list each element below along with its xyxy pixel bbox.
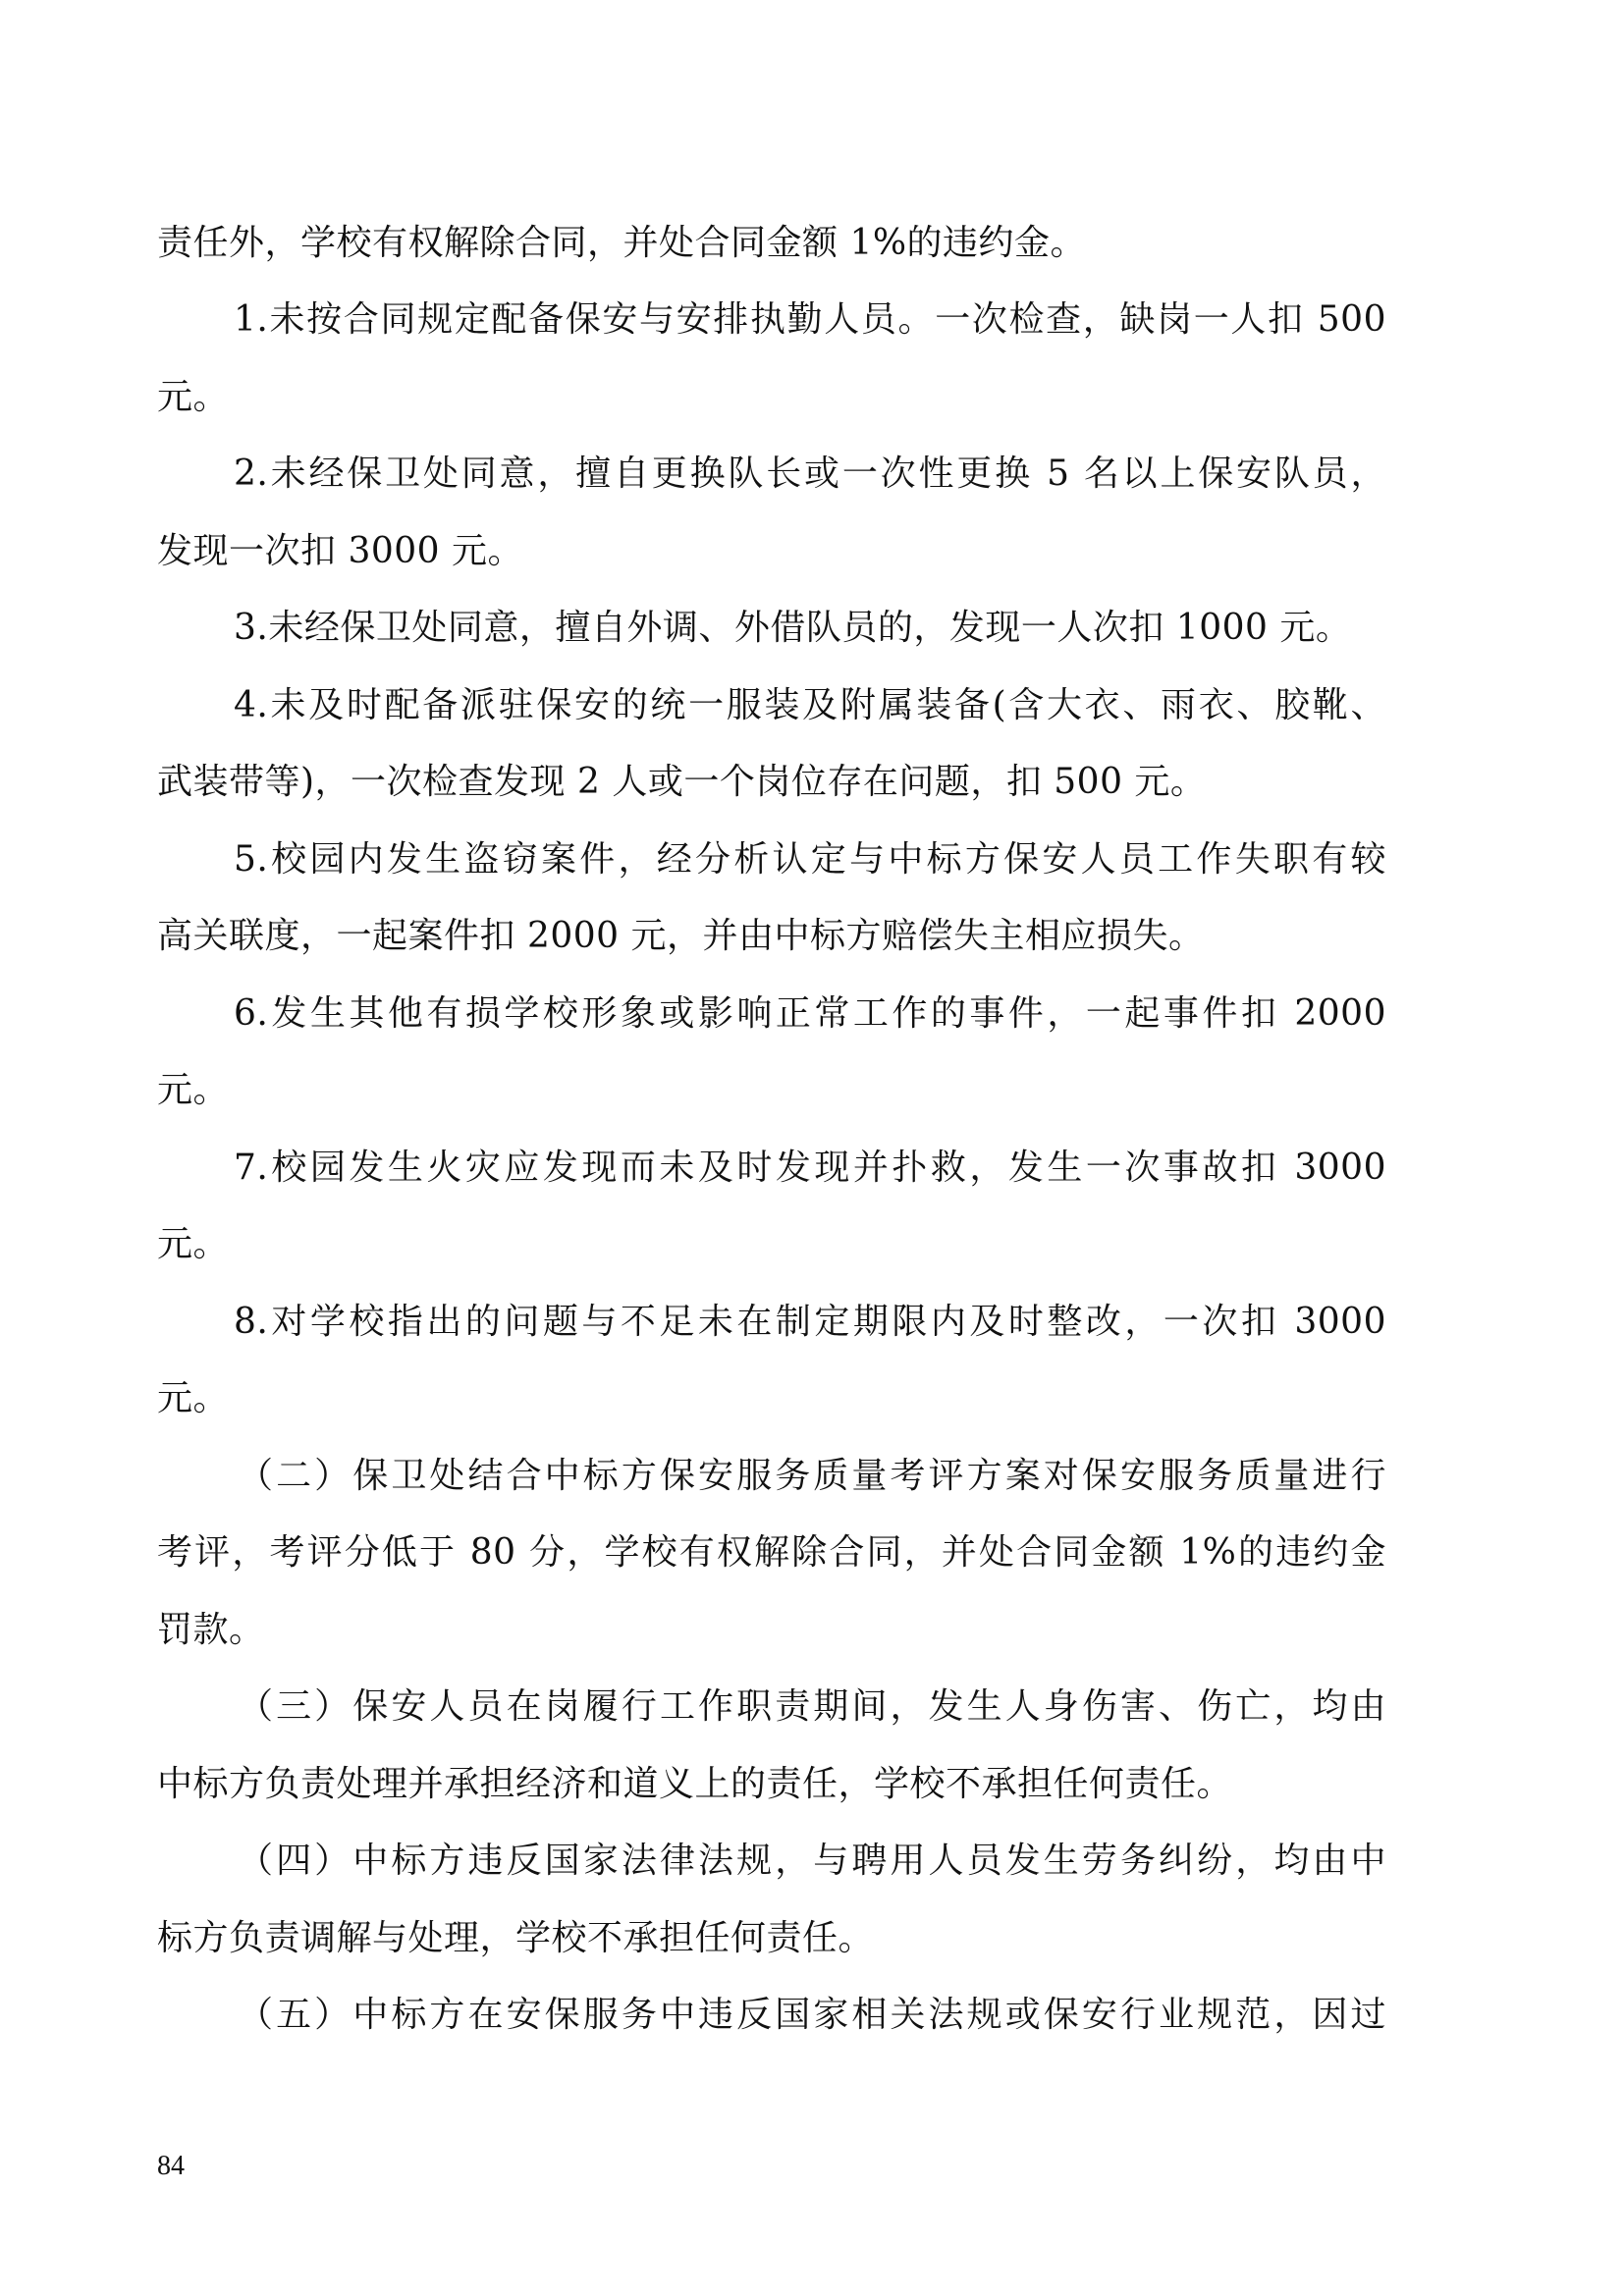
- text-line: 元。: [157, 377, 230, 417]
- text-line: 4.未及时配备派驻保安的统一服装及附属装备(含大衣、雨衣、胶靴、: [234, 685, 1386, 725]
- text-line: （五）中标方在安保服务中违反国家相关法规或保安行业规范，因过: [238, 1995, 1386, 2035]
- text-line: 2.未经保卫处同意，擅自更换队长或一次性更换 5 名以上保安队员，: [234, 454, 1386, 494]
- text-line: 元。: [157, 1070, 230, 1110]
- text-line: 6.发生其他有损学校形象或影响正常工作的事件，一起事件扣 2000: [234, 993, 1386, 1034]
- text-line: 高关联度，一起案件扣 2000 元，并由中标方赔偿失主相应损失。: [157, 916, 1205, 956]
- text-line: 中标方负责处理并承担经济和道义上的责任，学校不承担任何责任。: [157, 1764, 1233, 1804]
- text-line: 责任外，学校有权解除合同，并处合同金额 1%的违约金。: [157, 223, 1087, 263]
- text-line: 8.对学校指出的问题与不足未在制定期限内及时整改，一次扣 3000: [234, 1302, 1386, 1342]
- text-line: 3.未经保卫处同意，擅自外调、外借队员的，发现一人次扣 1000 元。: [234, 608, 1352, 648]
- text-line: 发现一次扣 3000 元。: [157, 531, 524, 571]
- text-line: （三）保安人员在岗履行工作职责期间，发生人身伤害、伤亡，均由: [238, 1686, 1386, 1727]
- text-line: （四）中标方违反国家法律法规，与聘用人员发生劳务纠纷，均由中: [238, 1841, 1386, 1881]
- text-line: 1.未按合同规定配备保安与安排执勤人员。一次检查，缺岗一人扣 500: [234, 299, 1386, 340]
- text-line: （二）保卫处结合中标方保安服务质量考评方案对保安服务质量进行: [238, 1456, 1386, 1496]
- page-number: 84: [157, 2151, 185, 2181]
- text-line: 元。: [157, 1378, 230, 1418]
- text-line: 7.校园发生火灾应发现而未及时发现并扑救，发生一次事故扣 3000: [234, 1148, 1386, 1188]
- text-line: 元。: [157, 1224, 230, 1264]
- text-line: 罚款。: [157, 1610, 265, 1650]
- text-line: 考评，考评分低于 80 分，学校有权解除合同，并处合同金额 1%的违约金: [157, 1532, 1386, 1573]
- text-line: 武装带等)，一次检查发现 2 人或一个岗位存在问题，扣 500 元。: [157, 762, 1207, 802]
- text-line: 5.校园内发生盗窃案件，经分析认定与中标方保安人员工作失职有较: [234, 839, 1386, 880]
- text-line: 标方负责调解与处理，学校不承担任何责任。: [157, 1918, 875, 1958]
